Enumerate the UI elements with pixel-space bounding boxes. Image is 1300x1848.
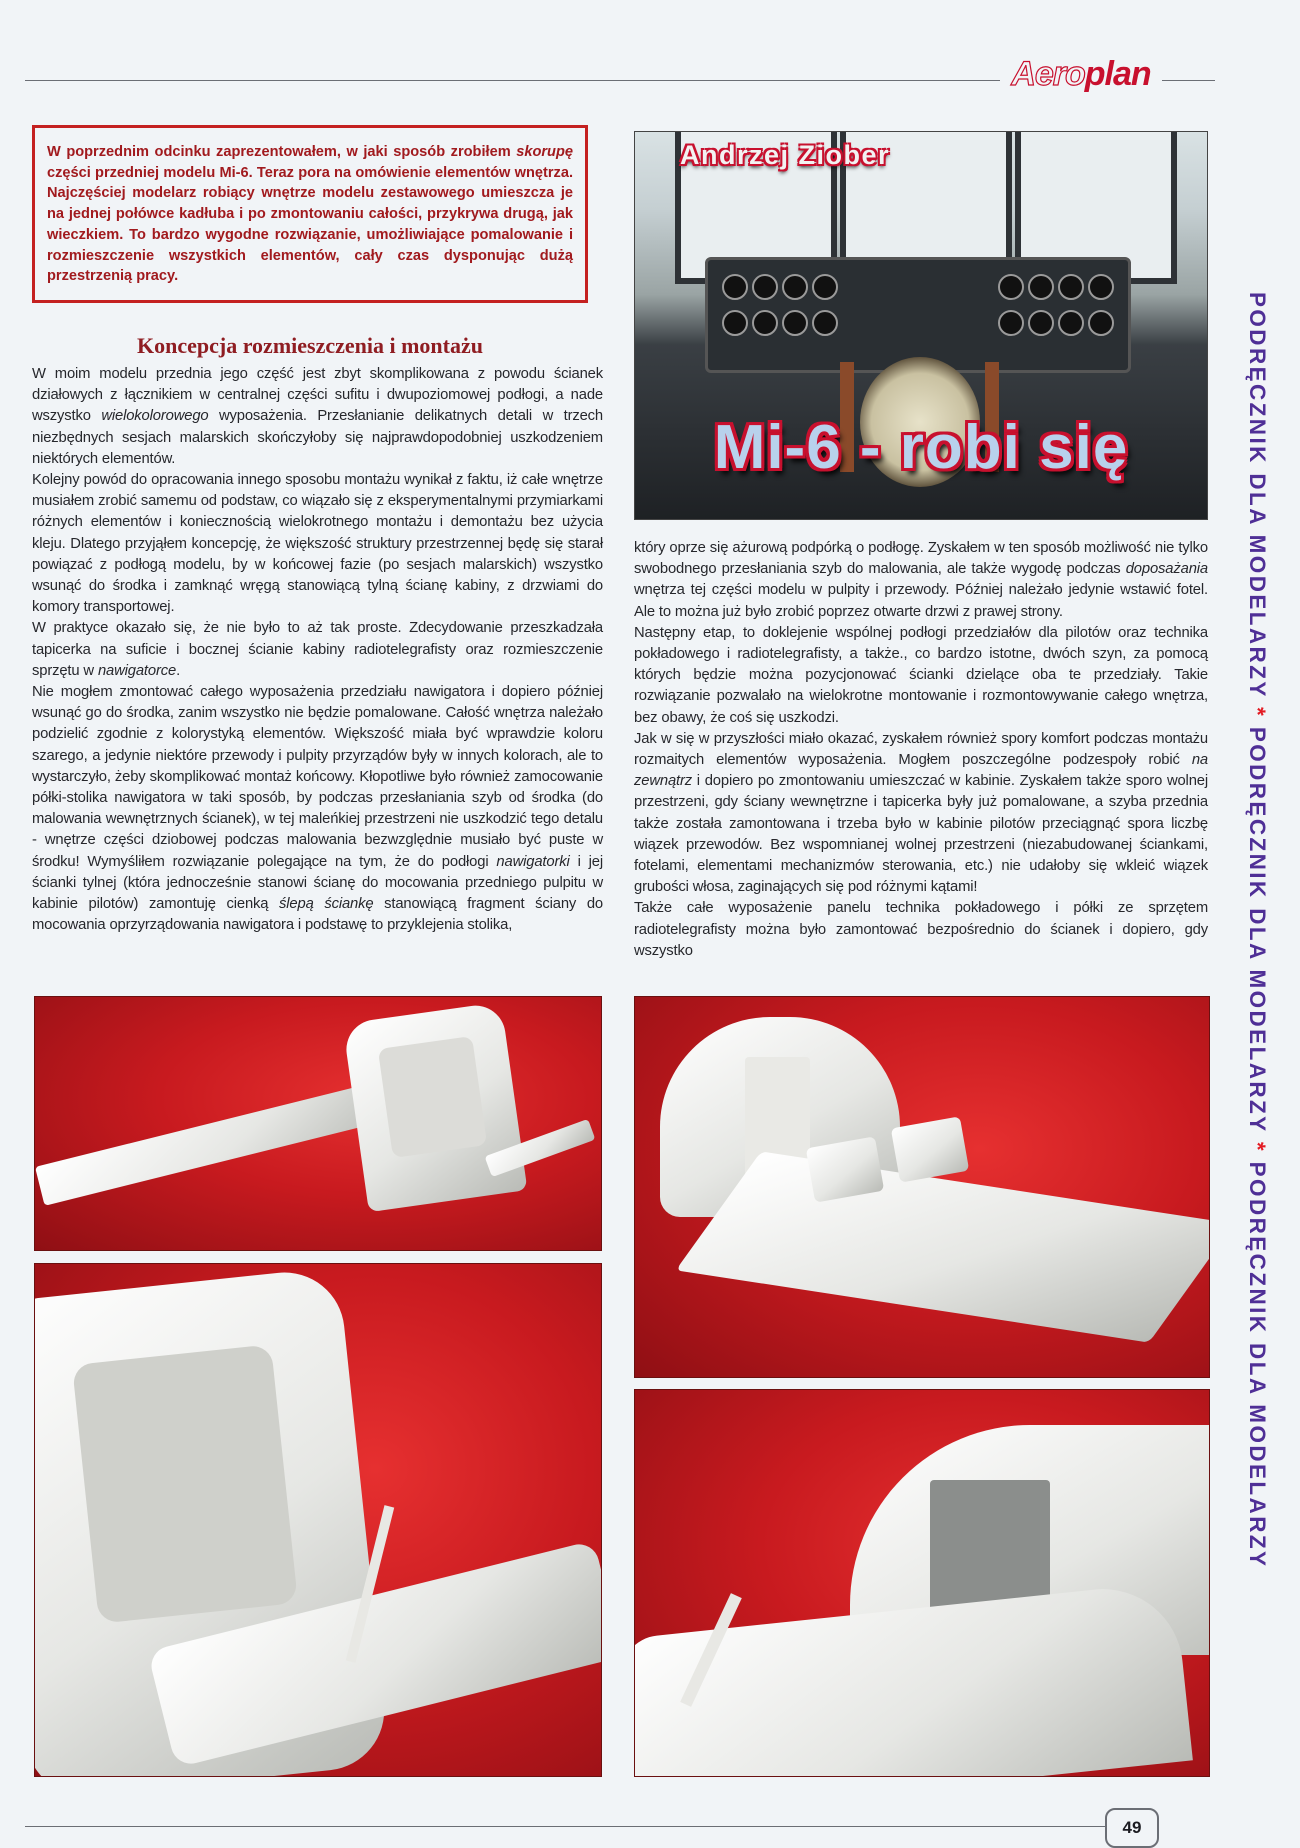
side-banner-segment-2: PODRĘCZNIK DLA MODELARZY (1245, 717, 1270, 1142)
text-run: W praktyce okazało się, że nie było to aż tak proste. Zdecydowanie przeszkadzała tapicerka na suficie i bocznej ścianie kabiny radiotelegrafisty oraz rozmieszczenie sprzętu w (32, 620, 603, 679)
logo-part-2: plan (1084, 55, 1151, 93)
star-separator-1: * (1245, 706, 1270, 718)
paragraph (634, 538, 1208, 623)
star-separator-2: * (1245, 1141, 1270, 1153)
gauge-icon (782, 274, 808, 300)
text-run: który oprze się ażurową podpórką o podłogę. Zyskałem w ten sposób możliwość nie tylko swobodnego przesłaniania szyb do malowania, ale także wygodę podczas (634, 540, 1208, 578)
text-run: Jak w się w przyszłości miało okazać, zyskałem również spory komfort podczas montażu rozmaitych elementów wyposażenia. Mogłem poszczególne podzespoły robić (634, 730, 1208, 769)
model-photo-3 (34, 1263, 602, 1777)
page-number: 49 (1105, 1808, 1159, 1848)
gauge-icon (722, 274, 748, 300)
text-emphasis: ślepą ściankę (279, 896, 374, 913)
gauge-icon (1058, 310, 1084, 336)
intro-emphasis: skorupę (516, 144, 573, 160)
model-nose-opening (378, 1036, 487, 1158)
author-name: Andrzej Ziober (679, 140, 890, 170)
left-column-text (32, 364, 603, 936)
model-cabin-floor-closeup (634, 1581, 1193, 1777)
gauge-icon (998, 274, 1024, 300)
paragraph (32, 682, 603, 936)
gauge-icon (812, 274, 838, 300)
side-banner-segment-3: PODRĘCZNIK DLA MODELARZY (1245, 1152, 1270, 1569)
paragraph (32, 618, 603, 682)
paragraph (634, 729, 1208, 899)
text-run: i dopiero po zmontowaniu umieszczać w kabinie. Zyskałem także sporo wolnej przestrzeni, gdy ściany wewnętrzne i tapicerka były już pomalowane, a szyba przednia także została zamontowana i trzeba było w kabinie pilotów przeciągnąć spora liczbę wiązek przewodów. Bez wspomnianej wolnej przestrzeni (niezabudowanej ściankami, fotelami, elementami mechanizmów sterowania, etc.) nie udałoby się wkleić wiązek grubości włosa, zaginających się pod różnymi kątami! (634, 773, 1208, 896)
article-title: Mi-6 - robi się (713, 413, 1129, 482)
gauge-icon (1088, 310, 1114, 336)
intro-text-1: W poprzednim odcinku zaprezentowałem, w jaki sposób zrobiłem (47, 144, 517, 160)
gauge-icon (722, 310, 748, 336)
side-banner-segment-1: PODRĘCZNIK DLA MODELARZY (1245, 291, 1270, 707)
model-photo-2 (634, 996, 1210, 1378)
text-run: i jej ścianki tylnej (która jednocześnie stanowi ścianę do mocowania przedniego pulpitu w kabinie pilotów) zamontuję cienką (32, 853, 603, 913)
gauge-icon (812, 310, 838, 336)
gauge-icon (782, 310, 808, 336)
model-photo-4 (634, 1389, 1210, 1777)
text-emphasis: wielokolorowego (101, 408, 209, 425)
gauge-icon (1028, 274, 1054, 300)
model-photo-1 (34, 996, 602, 1251)
paragraph (32, 364, 603, 470)
section-heading: Koncepcja rozmieszczenia i montażu (136, 333, 483, 358)
text-run: W moim modelu przednia jego część jest zbyt skomplikowana z powodu ścianek działowych z łącznikiem w centralnej części sufitu i dwupoziomowej podłogi, a nade wszystko (32, 366, 603, 425)
logo-part-1: Aero (1011, 55, 1085, 93)
gauge-icon (1028, 310, 1054, 336)
text-emphasis: doposażania (1125, 561, 1208, 578)
model-cabin-floor (676, 1151, 1210, 1342)
text-emphasis: na zewnątrz (634, 752, 1208, 790)
text-run: wnętrza tej części modelu w pulpity i przewody. Później należało jedynie wstawić fotel. Ale to można już było zrobić poprzez otwarte drzwi z prawej strony. (634, 582, 1208, 620)
gauge-icon (1058, 274, 1084, 300)
footer-rule (25, 1826, 1125, 1827)
instrument-panel (705, 257, 1131, 373)
gauge-icon (1088, 274, 1114, 300)
text-emphasis: nawigatorki (496, 853, 570, 870)
side-banner (1222, 40, 1292, 1820)
gauge-icon (752, 310, 778, 336)
paragraph: Kolejny powód do opracowania innego sposobu montażu wynikał z faktu, iż całe wnętrze musiałem zrobić samemu od podstaw, co wiązało się z eksperymentalnymi przymiarkami różnych elementów i koniecznością wielokrotnego montażu i demontażu bez użycia kleju. Dlatego przyjąłem koncepcję, że większość struktury przestrzennej będę się starał powiązać z podłogą modelu, by w końcowej fazie (po sesjach malarskich) wszystko wsunąć do środka i zamknąć wręgą stanowiącą tylną ścianę kabiny, z drzwiami do komory transportowej. (32, 472, 603, 616)
text-run: Nie mogłem zmontować całego wyposażenia przedziału nawigatora i dopiero później wsunąć go do środka, zanim wszystko nie będzie pomalowane. Całość wnętrza należało podzielić zgodnie z kolorystyką elementów. Większość miała być wprawdzie koloru szarego, a jedynie niektóre przewody i pulpity przyrządów były w innych kolorach, ale to wystarczyło, żeby skomplikować montaż końcowy. Kłopotliwe było również zamocowanie półki-stolika nawigatora w taki sposób, by podczas przesłaniania szyb od środka (do malowania wewnętrznych ścianek), w tej maleńkiej przestrzeni nie uszkodzić tego detalu - wnętrze części dziobowej podczas malowania bezwzględnie musiało być puste w środku! Wymyśliłem rozwiązanie polegające na tym, że do podłogi (32, 684, 603, 870)
text-run: wyposażenia. Przesłanianie delikatnych detali w trzech niezbędnych sesjach malarskich skończyłoby się najprawdopodobniej uszkodzeniem niektórych elementów. (32, 408, 603, 467)
text-emphasis: nawigatorce (97, 662, 177, 679)
paragraph: Także całe wyposażenie panelu technika pokładowego i półki ze sprzętem radiotelegrafisty można było zamontować bezpośrednio do ścianek i dopiero, gdy wszystko (634, 900, 1208, 959)
text-run: stanowiącą fragment ściany do mocowania oprzyrządowania nawigatora i podstawę to przyklejenia stolika, (32, 896, 603, 934)
gauge-icon (998, 310, 1024, 336)
side-banner-text (1244, 292, 1270, 1568)
text-run: . (176, 662, 181, 679)
model-seat-right (891, 1116, 969, 1182)
intro-text-2: części przedniej modelu Mi-6. Teraz pora na omówienie elementów wnętrza. Najczęściej modelarz robiący wnętrze modelu zestawowego umieszcza je na jednej połówce kadłuba i po zmontowaniu całości, przykrywa drugą, jak wieczkiem. To bardzo wygodne rozwiązanie, umożliwiające pomalowanie i rozmieszczenie wszystkich elementów, cały czas dysponując dużą przestrzenią pracy. (47, 164, 573, 285)
paragraph: Następny etap, to doklejenie wspólnej podłogi przedziałów dla pilotów oraz technika pokładowego i radiotelegrafisty, a także., co bardzo istotne, dwóch szyn, za pomocą których będzie można pozycjonować ścianki dzielące oba te przedziały. Takie rozwiązanie pozwalało na wielokrotne montowanie i rozmontowywanie całego wnętrza, bez obawy, że coś się uszkodzi. (634, 624, 1208, 726)
hero-cockpit-photo (634, 131, 1208, 520)
gauge-icon (752, 274, 778, 300)
model-window-opening (72, 1344, 298, 1623)
intro-box (32, 125, 588, 303)
right-column-text (634, 538, 1208, 962)
magazine-logo (1000, 52, 1162, 96)
